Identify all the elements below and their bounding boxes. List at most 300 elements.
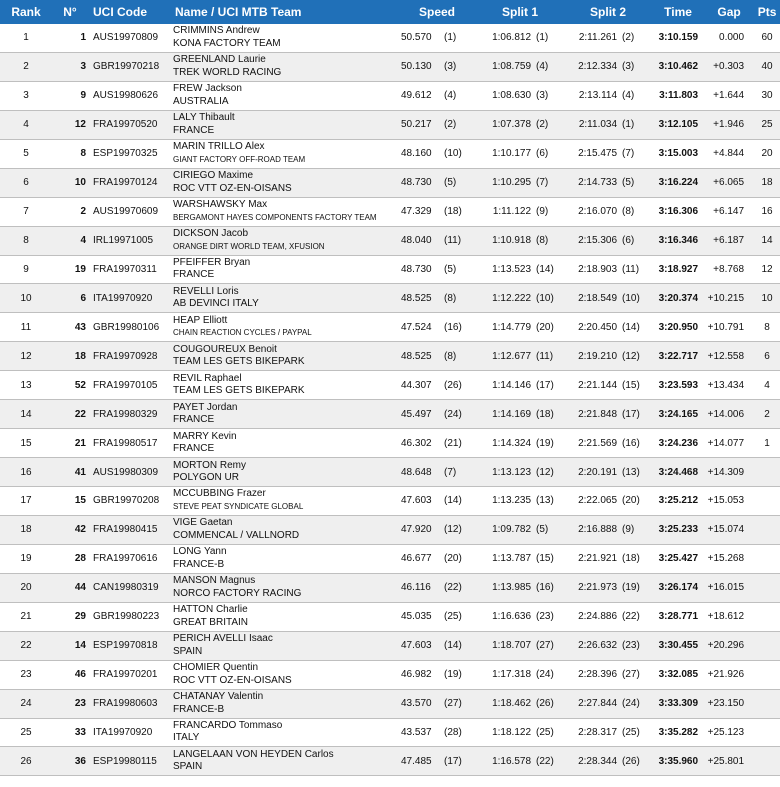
team-name: NORCO FACTORY RACING — [173, 587, 302, 599]
rider-name: LALY Thibault — [173, 112, 235, 124]
name-team-cell — [170, 603, 398, 632]
uci-code-cell: FRA19980415 — [88, 516, 170, 545]
table-row[interactable] — [0, 516, 780, 545]
split2-rank-cell: (5) — [620, 169, 652, 198]
split2-cell: 2:28.396 — [564, 661, 620, 690]
rank-cell: 6 — [0, 169, 52, 198]
name-team-cell — [170, 747, 398, 776]
table-row[interactable] — [0, 53, 780, 82]
pts-cell — [754, 458, 780, 487]
table-row[interactable] — [0, 169, 780, 198]
name-team-cell — [170, 400, 398, 429]
split2-rank-cell: (20) — [620, 487, 652, 516]
split1-cell: 1:10.177 — [476, 140, 534, 169]
rank-cell: 1 — [0, 24, 52, 53]
speed-rank-cell: (25) — [442, 603, 476, 632]
split1-rank-cell: (13) — [534, 487, 564, 516]
name-team-cell — [170, 574, 398, 603]
split2-rank-cell: (12) — [620, 342, 652, 371]
gap-cell: +18.612 — [704, 603, 754, 632]
uci-code-cell: GBR19970218 — [88, 53, 170, 82]
table-row[interactable] — [0, 313, 780, 342]
gap-cell: +20.296 — [704, 632, 754, 661]
table-row[interactable] — [0, 661, 780, 690]
speed-cell: 47.524 — [398, 313, 442, 342]
name-team-cell — [170, 516, 398, 545]
gap-cell: +0.303 — [704, 53, 754, 82]
rank-cell: 13 — [0, 371, 52, 400]
rank-header[interactable]: Rank — [0, 0, 52, 24]
gap-cell: +25.123 — [704, 719, 754, 748]
table-row[interactable] — [0, 429, 780, 458]
split2-cell: 2:15.306 — [564, 227, 620, 256]
split1-rank-cell: (27) — [534, 632, 564, 661]
gap-cell: +14.077 — [704, 429, 754, 458]
time-cell: 3:10.159 — [652, 24, 704, 53]
split1-rank-cell: (25) — [534, 719, 564, 748]
split1-rank-cell: (24) — [534, 661, 564, 690]
gap-cell: +25.801 — [704, 747, 754, 776]
table-row[interactable] — [0, 82, 780, 111]
table-row[interactable] — [0, 458, 780, 487]
split2-cell: 2:16.888 — [564, 516, 620, 545]
uci-code-cell: FRA19970311 — [88, 256, 170, 285]
pts-cell: 40 — [754, 53, 780, 82]
split1-rank-cell: (12) — [534, 458, 564, 487]
team-name: BERGAMONT HAYES COMPONENTS FACTORY TEAM — [173, 212, 377, 222]
split2-rank-cell: (9) — [620, 516, 652, 545]
split2-rank-cell: (13) — [620, 458, 652, 487]
split1-header[interactable]: Split 1 — [476, 0, 564, 24]
pts-cell: 14 — [754, 227, 780, 256]
split2-cell: 2:28.317 — [564, 719, 620, 748]
rank-cell: 9 — [0, 256, 52, 285]
pts-cell: 25 — [754, 111, 780, 140]
rider-name: PAYET Jordan — [173, 401, 238, 413]
split1-rank-cell: (1) — [534, 24, 564, 53]
gap-cell: +16.015 — [704, 574, 754, 603]
speed-rank-cell: (4) — [442, 82, 476, 111]
time-cell: 3:10.462 — [652, 53, 704, 82]
split1-cell: 1:16.636 — [476, 603, 534, 632]
bib-header[interactable]: N° — [52, 0, 88, 24]
rider-name: GREENLAND Laurie — [173, 54, 266, 66]
uci-code-cell: AUS19970809 — [88, 24, 170, 53]
time-cell: 3:16.346 — [652, 227, 704, 256]
rank-cell: 5 — [0, 140, 52, 169]
name-team-cell — [170, 24, 398, 53]
pts-cell — [754, 719, 780, 748]
table-row[interactable] — [0, 632, 780, 661]
rider-name: CHATANAY Valentin — [173, 691, 264, 703]
name-team-cell — [170, 82, 398, 111]
split2-cell: 2:15.475 — [564, 140, 620, 169]
bib-cell: 23 — [52, 690, 88, 719]
team-name: AB DEVINCI ITALY — [173, 298, 259, 310]
name-team-cell — [170, 719, 398, 748]
table-row[interactable] — [0, 227, 780, 256]
table-row[interactable] — [0, 603, 780, 632]
speed-rank-cell: (11) — [442, 227, 476, 256]
split1-cell: 1:10.918 — [476, 227, 534, 256]
time-header[interactable]: Time — [652, 0, 704, 24]
split1-rank-cell: (19) — [534, 429, 564, 458]
speed-cell: 50.570 — [398, 24, 442, 53]
uci-code-cell: CAN19980319 — [88, 574, 170, 603]
speed-rank-cell: (26) — [442, 371, 476, 400]
split2-rank-cell: (26) — [620, 747, 652, 776]
bib-cell: 41 — [52, 458, 88, 487]
rank-cell: 21 — [0, 603, 52, 632]
split2-cell: 2:16.070 — [564, 198, 620, 227]
bib-cell: 29 — [52, 603, 88, 632]
split2-rank-cell: (3) — [620, 53, 652, 82]
team-name: FRANCE-B — [173, 703, 225, 715]
pts-cell: 16 — [754, 198, 780, 227]
name-team-cell — [170, 111, 398, 140]
time-cell: 3:24.165 — [652, 400, 704, 429]
bib-cell: 42 — [52, 516, 88, 545]
speed-cell: 48.648 — [398, 458, 442, 487]
time-cell: 3:16.224 — [652, 169, 704, 198]
split2-rank-cell: (10) — [620, 284, 652, 313]
table-row[interactable] — [0, 487, 780, 516]
split2-header[interactable]: Split 2 — [564, 0, 652, 24]
name-team-header[interactable]: Name / UCI MTB Team — [170, 0, 398, 24]
bib-cell: 43 — [52, 313, 88, 342]
team-name: TEAM LES GETS BIKEPARK — [173, 356, 305, 368]
uci-code-cell: ESP19970818 — [88, 632, 170, 661]
table-row[interactable] — [0, 690, 780, 719]
bib-cell: 33 — [52, 719, 88, 748]
team-name: SPAIN — [173, 645, 203, 657]
rider-name: LONG Yann — [173, 546, 227, 558]
rider-name: HEAP Elliott — [173, 314, 228, 326]
table-row[interactable] — [0, 747, 780, 776]
split2-cell: 2:11.034 — [564, 111, 620, 140]
gap-cell: +13.434 — [704, 371, 754, 400]
pts-cell — [754, 545, 780, 574]
rider-name: LANGELAAN VON HEYDEN Carlos — [173, 748, 334, 760]
speed-rank-cell: (18) — [442, 198, 476, 227]
split2-rank-cell: (14) — [620, 313, 652, 342]
speed-cell: 47.485 — [398, 747, 442, 776]
split1-cell: 1:14.169 — [476, 400, 534, 429]
uci-code-header[interactable]: UCI Code — [88, 0, 170, 24]
gap-cell: +1.644 — [704, 82, 754, 111]
table-row[interactable] — [0, 545, 780, 574]
time-cell: 3:20.374 — [652, 284, 704, 313]
speed-rank-cell: (19) — [442, 661, 476, 690]
split1-cell: 1:09.782 — [476, 516, 534, 545]
split2-rank-cell: (18) — [620, 545, 652, 574]
split1-rank-cell: (2) — [534, 111, 564, 140]
bib-cell: 14 — [52, 632, 88, 661]
pts-cell — [754, 661, 780, 690]
speed-cell: 46.677 — [398, 545, 442, 574]
speed-cell: 48.525 — [398, 284, 442, 313]
uci-code-cell: FRA19970616 — [88, 545, 170, 574]
team-name: KONA FACTORY TEAM — [173, 37, 281, 49]
bib-cell: 44 — [52, 574, 88, 603]
pts-cell: 6 — [754, 342, 780, 371]
rank-cell: 7 — [0, 198, 52, 227]
team-name: GREAT BRITAIN — [173, 616, 249, 628]
table-row[interactable] — [0, 198, 780, 227]
gap-cell: +6.147 — [704, 198, 754, 227]
uci-code-cell: FRA19970201 — [88, 661, 170, 690]
pts-cell: 18 — [754, 169, 780, 198]
rider-name: FRANCARDO Tommaso — [173, 719, 283, 731]
rank-cell: 22 — [0, 632, 52, 661]
split1-rank-cell: (20) — [534, 313, 564, 342]
time-cell: 3:12.105 — [652, 111, 704, 140]
time-cell: 3:23.593 — [652, 371, 704, 400]
speed-cell: 47.329 — [398, 198, 442, 227]
pts-cell — [754, 516, 780, 545]
bib-cell: 21 — [52, 429, 88, 458]
speed-cell: 46.302 — [398, 429, 442, 458]
rider-name: MARRY Kevin — [173, 430, 237, 442]
speed-rank-cell: (8) — [442, 284, 476, 313]
speed-rank-cell: (27) — [442, 690, 476, 719]
pts-cell: 12 — [754, 256, 780, 285]
table-row[interactable] — [0, 342, 780, 371]
split2-cell: 2:20.191 — [564, 458, 620, 487]
split1-cell: 1:14.324 — [476, 429, 534, 458]
speed-rank-cell: (1) — [442, 24, 476, 53]
rider-name: REVIL Raphael — [173, 372, 242, 384]
pts-cell — [754, 690, 780, 719]
split1-rank-cell: (3) — [534, 82, 564, 111]
table-row[interactable] — [0, 371, 780, 400]
split2-cell: 2:11.261 — [564, 24, 620, 53]
table-row[interactable] — [0, 256, 780, 285]
time-cell: 3:11.803 — [652, 82, 704, 111]
speed-cell: 48.525 — [398, 342, 442, 371]
gap-cell: +6.065 — [704, 169, 754, 198]
time-cell: 3:35.960 — [652, 747, 704, 776]
split1-cell: 1:18.707 — [476, 632, 534, 661]
uci-code-cell: AUS19980626 — [88, 82, 170, 111]
rider-name: CIRIEGO Maxime — [173, 170, 254, 182]
split1-rank-cell: (5) — [534, 516, 564, 545]
bib-cell: 18 — [52, 342, 88, 371]
split1-cell: 1:13.787 — [476, 545, 534, 574]
split2-rank-cell: (7) — [620, 140, 652, 169]
table-row[interactable] — [0, 719, 780, 748]
gap-cell: +21.926 — [704, 661, 754, 690]
split2-rank-cell: (23) — [620, 632, 652, 661]
speed-cell: 50.130 — [398, 53, 442, 82]
uci-code-cell: ESP19970325 — [88, 140, 170, 169]
split2-rank-cell: (19) — [620, 574, 652, 603]
name-team-cell — [170, 458, 398, 487]
speed-rank-cell: (2) — [442, 111, 476, 140]
pts-cell: 10 — [754, 284, 780, 313]
uci-code-cell: IRL19971005 — [88, 227, 170, 256]
pts-cell: 2 — [754, 400, 780, 429]
split1-cell: 1:12.677 — [476, 342, 534, 371]
table-row[interactable] — [0, 111, 780, 140]
pts-cell — [754, 632, 780, 661]
name-team-cell — [170, 632, 398, 661]
speed-cell: 48.730 — [398, 256, 442, 285]
gap-cell: +14.309 — [704, 458, 754, 487]
pts-cell: 30 — [754, 82, 780, 111]
rider-name: MANSON Magnus — [173, 575, 256, 587]
split2-cell: 2:21.848 — [564, 400, 620, 429]
uci-code-cell: ITA19970920 — [88, 284, 170, 313]
split1-cell: 1:18.122 — [476, 719, 534, 748]
uci-code-cell: ESP19980115 — [88, 747, 170, 776]
gap-cell: +6.187 — [704, 227, 754, 256]
speed-header[interactable]: Speed — [398, 0, 476, 24]
split2-cell: 2:21.921 — [564, 545, 620, 574]
pts-cell — [754, 603, 780, 632]
speed-rank-cell: (22) — [442, 574, 476, 603]
rank-cell: 17 — [0, 487, 52, 516]
pts-cell: 1 — [754, 429, 780, 458]
split1-rank-cell: (15) — [534, 545, 564, 574]
speed-rank-cell: (3) — [442, 53, 476, 82]
rank-cell: 3 — [0, 82, 52, 111]
bib-cell: 6 — [52, 284, 88, 313]
gap-cell: +15.268 — [704, 545, 754, 574]
speed-cell: 47.603 — [398, 632, 442, 661]
speed-rank-cell: (5) — [442, 169, 476, 198]
time-cell: 3:35.282 — [652, 719, 704, 748]
split1-rank-cell: (26) — [534, 690, 564, 719]
split2-cell: 2:18.549 — [564, 284, 620, 313]
team-name: FRANCE — [173, 443, 215, 455]
split1-cell: 1:08.630 — [476, 82, 534, 111]
rider-name: CRIMMINS Andrew — [173, 25, 260, 37]
split2-rank-cell: (1) — [620, 111, 652, 140]
pts-header[interactable]: Pts — [754, 0, 780, 24]
name-team-cell — [170, 256, 398, 285]
header-row — [0, 0, 780, 24]
uci-code-cell: FRA19970520 — [88, 111, 170, 140]
split1-rank-cell: (18) — [534, 400, 564, 429]
results-body — [0, 24, 780, 776]
split1-cell: 1:13.523 — [476, 256, 534, 285]
speed-cell: 49.612 — [398, 82, 442, 111]
speed-cell: 45.497 — [398, 400, 442, 429]
speed-cell: 48.730 — [398, 169, 442, 198]
speed-rank-cell: (20) — [442, 545, 476, 574]
split1-cell: 1:08.759 — [476, 53, 534, 82]
rider-name: MCCUBBING Frazer — [173, 488, 266, 500]
speed-cell: 50.217 — [398, 111, 442, 140]
name-team-cell — [170, 169, 398, 198]
gap-header[interactable]: Gap — [704, 0, 754, 24]
speed-cell: 47.603 — [398, 487, 442, 516]
speed-cell: 44.307 — [398, 371, 442, 400]
split1-cell: 1:17.318 — [476, 661, 534, 690]
split1-cell: 1:14.779 — [476, 313, 534, 342]
split2-rank-cell: (15) — [620, 371, 652, 400]
speed-rank-cell: (14) — [442, 487, 476, 516]
pts-cell: 20 — [754, 140, 780, 169]
uci-code-cell: FRA19980603 — [88, 690, 170, 719]
rider-name: REVELLI Loris — [173, 285, 239, 297]
bib-cell: 2 — [52, 198, 88, 227]
pts-cell — [754, 574, 780, 603]
split1-cell: 1:14.146 — [476, 371, 534, 400]
rider-name: FREW Jackson — [173, 83, 242, 95]
time-cell: 3:28.771 — [652, 603, 704, 632]
split2-cell: 2:21.973 — [564, 574, 620, 603]
pts-cell: 4 — [754, 371, 780, 400]
table-row[interactable] — [0, 400, 780, 429]
bib-cell: 9 — [52, 82, 88, 111]
gap-cell: +15.074 — [704, 516, 754, 545]
split1-rank-cell: (6) — [534, 140, 564, 169]
split1-rank-cell: (14) — [534, 256, 564, 285]
gap-cell: +1.946 — [704, 111, 754, 140]
name-team-cell — [170, 53, 398, 82]
name-team-cell — [170, 690, 398, 719]
speed-cell: 48.160 — [398, 140, 442, 169]
time-cell: 3:25.233 — [652, 516, 704, 545]
speed-cell: 47.920 — [398, 516, 442, 545]
time-cell: 3:33.309 — [652, 690, 704, 719]
speed-cell: 45.035 — [398, 603, 442, 632]
rider-name: WARSHAWSKY Max — [173, 199, 268, 211]
team-name: SPAIN — [173, 761, 203, 773]
rider-name: PFEIFFER Bryan — [173, 256, 251, 268]
rider-name: VIGE Gaetan — [173, 517, 233, 529]
split2-cell: 2:19.210 — [564, 342, 620, 371]
bib-cell: 46 — [52, 661, 88, 690]
speed-cell: 46.116 — [398, 574, 442, 603]
uci-code-cell: GBR19980106 — [88, 313, 170, 342]
rider-name: MORTON Remy — [173, 459, 246, 471]
table-row[interactable] — [0, 140, 780, 169]
team-name: FRANCE — [173, 269, 215, 281]
bib-cell: 36 — [52, 747, 88, 776]
gap-cell: 0.000 — [704, 24, 754, 53]
rank-cell: 26 — [0, 747, 52, 776]
speed-rank-cell: (8) — [442, 342, 476, 371]
rider-name: COUGOUREUX Benoit — [173, 343, 277, 355]
table-row[interactable] — [0, 574, 780, 603]
time-cell: 3:32.085 — [652, 661, 704, 690]
rank-cell: 10 — [0, 284, 52, 313]
uci-code-cell: FRA19980517 — [88, 429, 170, 458]
team-name: ROC VTT OZ-EN-OISANS — [173, 674, 292, 686]
split2-rank-cell: (22) — [620, 603, 652, 632]
split1-rank-cell: (17) — [534, 371, 564, 400]
table-row[interactable] — [0, 24, 780, 53]
pts-cell — [754, 747, 780, 776]
team-name: FRANCE — [173, 414, 215, 426]
gap-cell: +12.558 — [704, 342, 754, 371]
split1-rank-cell: (8) — [534, 227, 564, 256]
bib-cell: 1 — [52, 24, 88, 53]
table-row[interactable] — [0, 284, 780, 313]
speed-rank-cell: (12) — [442, 516, 476, 545]
time-cell: 3:30.455 — [652, 632, 704, 661]
uci-code-cell: AUS19980309 — [88, 458, 170, 487]
split1-cell: 1:18.462 — [476, 690, 534, 719]
team-name: COMMENCAL / VALLNORD — [173, 529, 300, 541]
name-team-cell — [170, 140, 398, 169]
team-name: ITALY — [173, 732, 200, 744]
split1-cell: 1:12.222 — [476, 284, 534, 313]
split2-cell: 2:21.144 — [564, 371, 620, 400]
